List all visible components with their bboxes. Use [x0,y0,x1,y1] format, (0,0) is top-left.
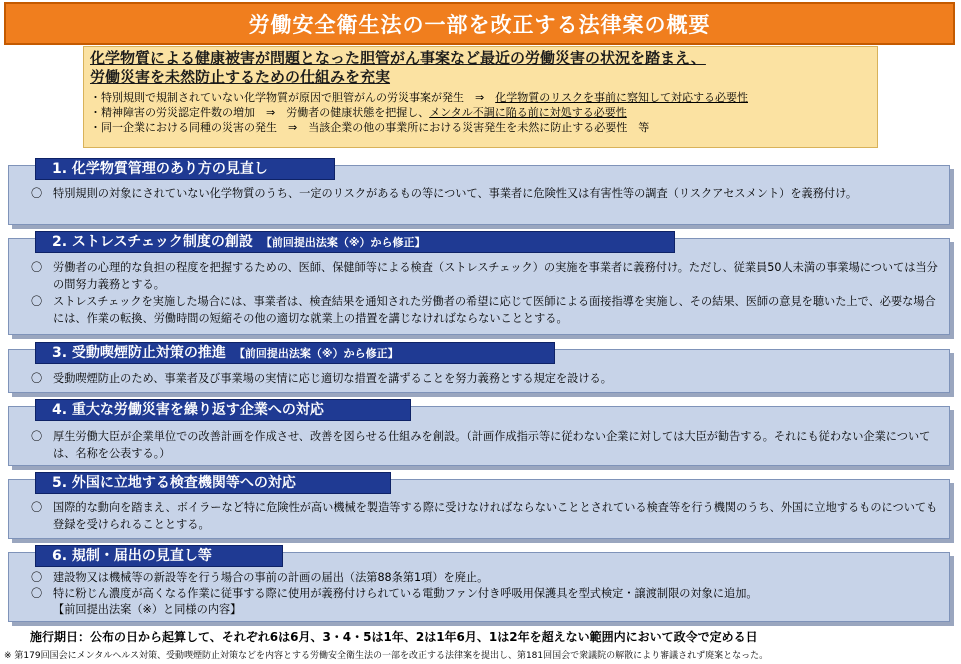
section-5-body [31,499,943,533]
summary-box [83,46,878,148]
summary-bullets [90,90,871,135]
circle-mark: 〇 [31,587,43,600]
summary-bullet [90,90,871,105]
circle-mark: 〇 [31,261,43,274]
circle-mark: 〇 [31,372,43,385]
list-item [31,293,943,327]
section-5-heading [35,472,391,494]
circle-mark: 〇 [31,430,43,443]
item-text: 労働者の心理的な負担の程度を把握するための、医師、保健師等による検査（ストレスチェック）の実施を事業者に義務付け。ただし、従業員50人未満の事業場については当分の間努力義務とする。 [53,261,938,291]
section-heading-text: 5. 外国に立地する検査機関等への対応 [52,475,296,491]
bullet-underlined: 化学物質のリスクを事前に察知して対応する必要性 [495,91,748,104]
bullet-text: ・同一企業における同種の災害の発生 ⇒ 当該企業の他の事業所における災害発生を未然に防止する必要性 等 [90,121,650,134]
section-heading-text: 2. ストレスチェック制度の創設 [52,234,253,250]
section-heading-text: 1. 化学物質管理のあり方の見直し [52,161,268,177]
summary-lead [90,49,871,87]
footnote: ※ 第179回国会にメンタルヘルス対策、受動喫煙防止対策などを内容とする労働安全衛生法の一部を改正する法律案を提出し、第181回国会で衆議院の解散により審議されず廃案となった。 [4,651,769,661]
section-2 [8,234,950,335]
summary-lead-line2: 労働災害を未然防止するための仕組みを充実 [90,68,391,86]
circle-mark: 〇 [31,571,43,584]
section-1 [8,161,950,225]
list-item [31,570,943,586]
bullet-text: ・特別規則で規制されていない化学物質が原因で胆管がんの労災事案が発生 ⇒ [90,91,496,104]
list-item [31,499,943,533]
summary-bullet [90,120,871,135]
section-2-body [31,259,943,327]
list-item [31,428,943,462]
circle-mark: 〇 [31,501,43,514]
section-4-body [31,428,943,462]
bullet-underlined: メンタル不調に陥る前に対処する必要性 [429,106,627,119]
section-6 [8,548,950,622]
item-text: 特別規則の対象にされていない化学物質のうち、一定のリスクがあるもの等について、事業者に危険性又は有害性等の調査（リスクアセスメント）を義務付け。 [53,187,858,200]
section-note: 【前回提出法案（※）から修正】 [260,236,426,249]
section-1-body [31,185,943,202]
section-4-heading [35,399,411,421]
item-text: 厚生労働大臣が企業単位での改善計画を作成させ、改善を図らせる仕組みを創設。（計画作成指示等に従わない企業に対しては大臣が勧告する。それにも従わない企業については、名称を公表する。） [53,430,931,460]
section-heading-text: 6. 規制・届出の見直し等 [52,548,212,564]
list-item [31,602,943,618]
item-text: 受動喫煙防止のため、事業者及び事業場の実情に応じ適切な措置を講ずることを努力義務とする規定を設ける。 [53,372,612,385]
item-text: 国際的な動向を踏まえ、ボイラーなど特に危険性が高い機械を製造等する際に受けなければならないこととされている検査等を行う機関のうち、外国に立地するものについても登録を受けられることとする。 [53,501,938,531]
page-title: 労働安全衛生法の一部を改正する法律案の概要 [248,12,711,37]
summary-bullet [90,105,871,120]
effective-date: 施行期日：公布の日から起算して、それぞれ6は6月、3・4・5は1年、2は1年6月、1は2年を超えない範囲内において政令で定める日 [30,630,758,644]
circle-mark: 〇 [31,187,43,200]
circle-mark: 〇 [31,295,43,308]
circle-mark [31,602,53,618]
summary-lead-line1: 化学物質による健康被害が問題となった胆管がん事案など最近の労働災害の状況を踏まえ、 [90,49,706,67]
section-2-heading [35,231,675,253]
section-1-heading [35,158,335,180]
list-item [31,259,943,293]
item-text: 建設物又は機械等の新設等を行う場合の事前の計画の届出（法第88条第1項）を廃止。 [53,571,489,584]
item-text: 【前回提出法案（※）と同様の内容】 [53,603,242,616]
section-6-body [31,570,943,618]
item-text: ストレスチェックを実施した場合には、事業者は、検査結果を通知された労働者の希望に応じて医師による面接指導を実施し、その結果、医師の意見を聴いた上で、必要な場合には、作業の転換、労働時間の短縮その他の適切な就業上の措置を講じなければならないこととする。 [53,295,936,325]
section-3-heading [35,342,555,364]
section-6-heading [35,545,283,567]
section-heading-text: 3. 受動喫煙防止対策の推進 [52,345,226,361]
title-bar [4,2,955,45]
section-4 [8,402,950,466]
section-3 [8,345,950,393]
section-3-body [31,370,943,387]
item-text: 特に粉じん濃度が高くなる作業に従事する際に使用が義務付けられている電動ファン付き呼吸用保護具を型式検定・譲渡制限の対象に追加。 [53,587,758,600]
section-heading-text: 4. 重大な労働災害を繰り返す企業への対応 [52,402,324,418]
list-item [31,185,943,202]
list-item [31,586,943,602]
section-5 [8,475,950,539]
bullet-text: ・精神障害の労災認定件数の増加 ⇒ 労働者の健康状態を把握し、 [90,106,430,119]
list-item [31,370,943,387]
section-note: 【前回提出法案（※）から修正】 [233,347,399,360]
